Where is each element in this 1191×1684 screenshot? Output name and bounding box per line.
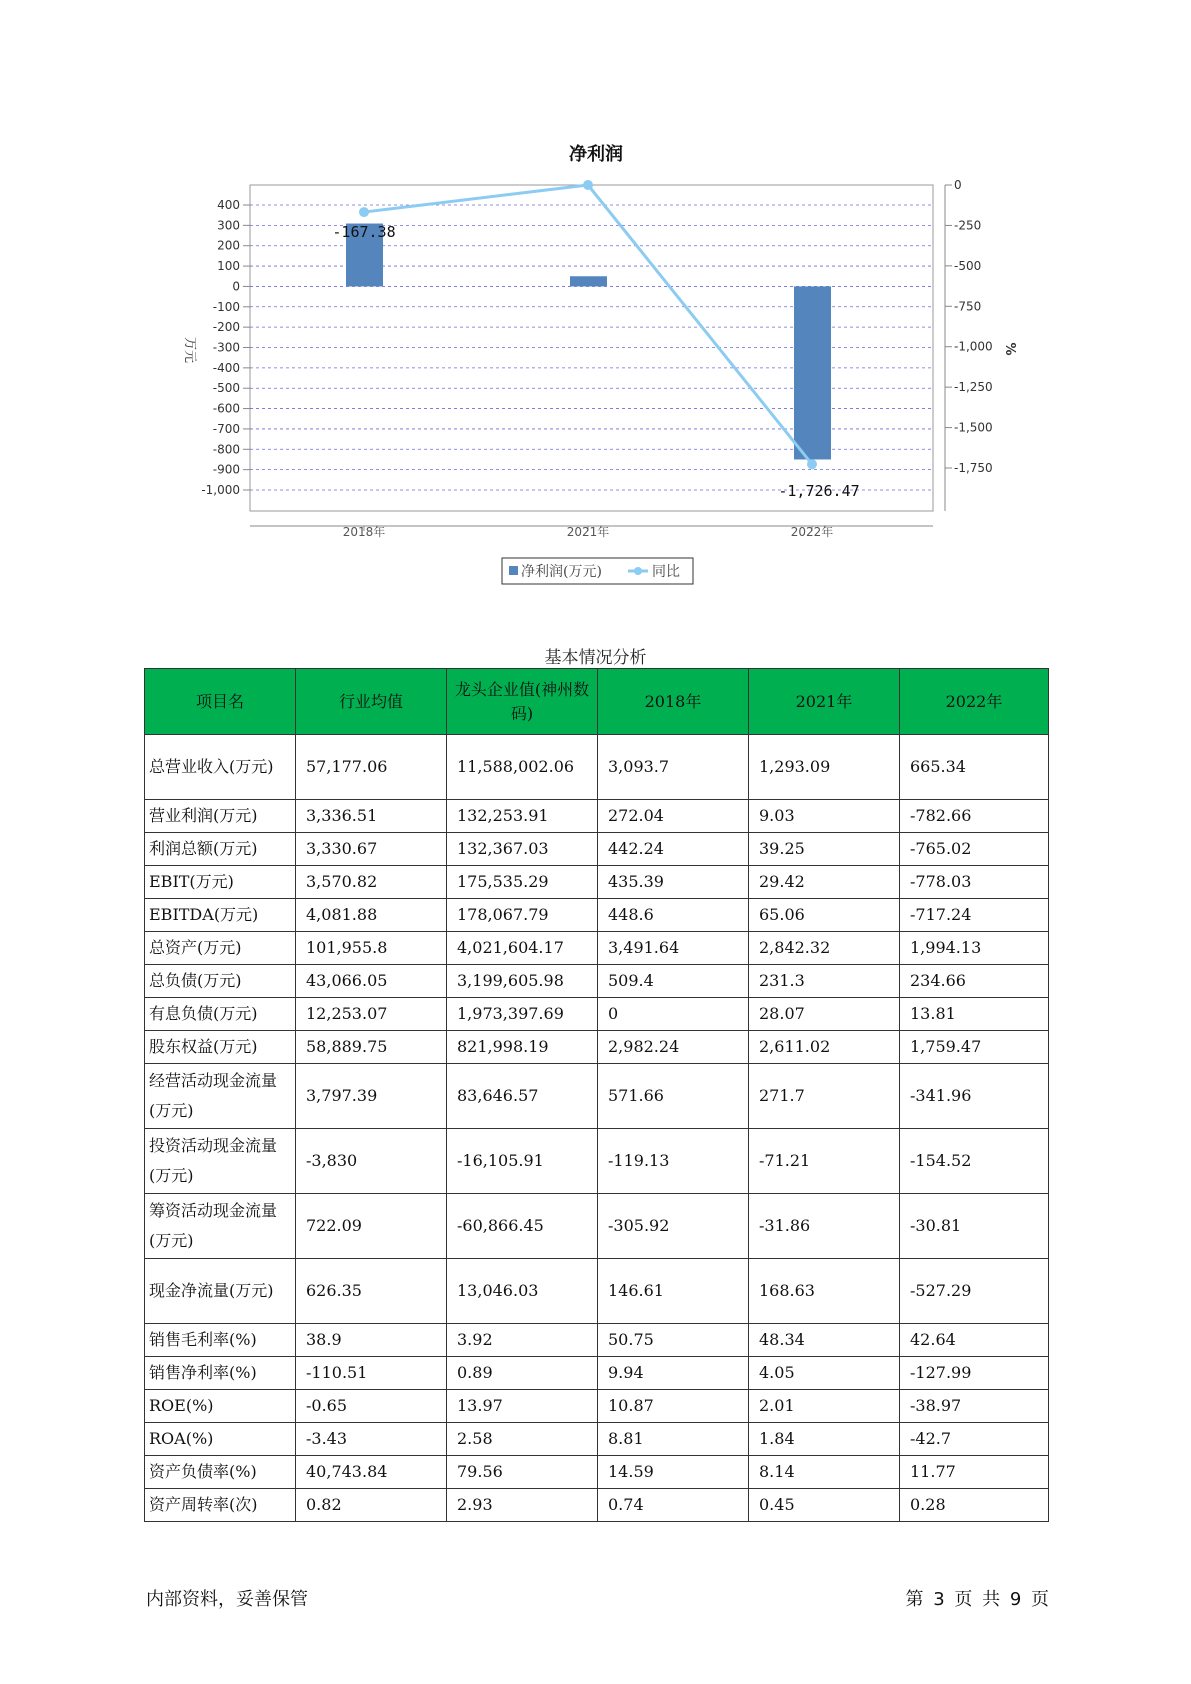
row-value: 2.58 — [447, 1423, 598, 1456]
row-value: 8.14 — [749, 1456, 900, 1489]
row-value: 271.7 — [749, 1064, 900, 1129]
net-profit-chart — [0, 0, 1191, 600]
row-value: 3,570.82 — [296, 866, 447, 899]
row-label: 现金净流量(万元) — [145, 1259, 296, 1324]
y2-axis-label: % — [1002, 342, 1017, 356]
table-row — [145, 1390, 1049, 1423]
x-tick-label: 2021年 — [566, 525, 610, 539]
row-value: 2.01 — [749, 1390, 900, 1423]
row-value: 1,994.13 — [900, 932, 1049, 965]
row-value: -717.24 — [900, 899, 1049, 932]
row-label: 经营活动现金流量(万元) — [145, 1064, 296, 1129]
row-value: 8.81 — [598, 1423, 749, 1456]
row-value: 626.35 — [296, 1259, 447, 1324]
row-value: 58,889.75 — [296, 1031, 447, 1064]
y2-tick-label: 0 — [954, 178, 962, 192]
row-value: -305.92 — [598, 1194, 749, 1259]
row-value: -3,830 — [296, 1129, 447, 1194]
y2-tick-label: -1,750 — [954, 461, 993, 475]
row-value: 3,330.67 — [296, 833, 447, 866]
analysis-table — [144, 668, 1049, 1522]
row-value: 3,093.7 — [598, 735, 749, 800]
row-value: 2,842.32 — [749, 932, 900, 965]
row-value: 13.81 — [900, 998, 1049, 1031]
table-row — [145, 1064, 1049, 1129]
row-value: 0.74 — [598, 1489, 749, 1522]
table-row — [145, 1456, 1049, 1489]
table-row — [145, 998, 1049, 1031]
row-value: -765.02 — [900, 833, 1049, 866]
table-row — [145, 1031, 1049, 1064]
row-label: 股东权益(万元) — [145, 1031, 296, 1064]
table-row — [145, 1489, 1049, 1522]
y-tick-label: -500 — [212, 381, 240, 396]
y-tick-label: -100 — [212, 299, 240, 314]
row-value: 509.4 — [598, 965, 749, 998]
row-value: 39.25 — [749, 833, 900, 866]
row-value: 146.61 — [598, 1259, 749, 1324]
row-value: -341.96 — [900, 1064, 1049, 1129]
header-cell: 项目名 — [145, 669, 296, 735]
y-tick-label: -700 — [212, 421, 240, 436]
row-value: 0.45 — [749, 1489, 900, 1522]
row-value: 2.93 — [447, 1489, 598, 1522]
annotation-2022: -1,726.47 — [778, 482, 860, 500]
legend-bar-label: 净利润(万元) — [521, 564, 602, 580]
row-value: 11,588,002.06 — [447, 735, 598, 800]
row-label: 营业利润(万元) — [145, 800, 296, 833]
row-value: 231.3 — [749, 965, 900, 998]
row-value: 12,253.07 — [296, 998, 447, 1031]
row-value: -127.99 — [900, 1357, 1049, 1390]
row-value: 83,646.57 — [447, 1064, 598, 1129]
row-value: -3.43 — [296, 1423, 447, 1456]
table-row — [145, 1129, 1049, 1194]
row-value: 132,367.03 — [447, 833, 598, 866]
row-value: 0.82 — [296, 1489, 447, 1522]
row-label: 资产负债率(%) — [145, 1456, 296, 1489]
row-value: 65.06 — [749, 899, 900, 932]
row-value: 40,743.84 — [296, 1456, 447, 1489]
row-label: 有息负债(万元) — [145, 998, 296, 1031]
y-tick-label: 0 — [232, 279, 240, 294]
row-value: 1,973,397.69 — [447, 998, 598, 1031]
table-row — [145, 1324, 1049, 1357]
row-value: -30.81 — [900, 1194, 1049, 1259]
yoy-point-2018年 — [359, 207, 369, 217]
y-axis-label: 万元 — [182, 336, 197, 364]
y2-tick-label: -1,250 — [954, 380, 993, 395]
table-row — [145, 1259, 1049, 1324]
row-value: -31.86 — [749, 1194, 900, 1259]
row-value: 3.92 — [447, 1324, 598, 1357]
y-tick-label: 300 — [217, 218, 240, 233]
yoy-point-2022年 — [807, 459, 817, 469]
row-label: ROE(%) — [145, 1390, 296, 1423]
row-value: 272.04 — [598, 800, 749, 833]
row-value: -38.97 — [900, 1390, 1049, 1423]
x-tick-label: 2018年 — [342, 525, 386, 539]
footer-page-number: 第 3 页 共 9 页 — [905, 1589, 1049, 1610]
y2-tick-label: -250 — [954, 218, 982, 233]
row-value: 442.24 — [598, 833, 749, 866]
bar-2022年 — [794, 286, 831, 459]
table-row — [145, 899, 1049, 932]
row-value: 13.97 — [447, 1390, 598, 1423]
table-row — [145, 833, 1049, 866]
row-label: EBITDA(万元) — [145, 899, 296, 932]
footer-confidential: 内部资料，妥善保管 — [146, 1589, 308, 1610]
row-value: 722.09 — [296, 1194, 447, 1259]
y-tick-label: -200 — [212, 320, 240, 335]
row-value: 50.75 — [598, 1324, 749, 1357]
row-value: 14.59 — [598, 1456, 749, 1489]
row-value: 821,998.19 — [447, 1031, 598, 1064]
y-tick-label: -300 — [212, 340, 240, 355]
table-row — [145, 1423, 1049, 1456]
row-label: 总负债(万元) — [145, 965, 296, 998]
row-value: 168.63 — [749, 1259, 900, 1324]
row-value: 0.28 — [900, 1489, 1049, 1522]
row-label: 销售净利率(%) — [145, 1357, 296, 1390]
row-value: 2,611.02 — [749, 1031, 900, 1064]
row-label: 总资产(万元) — [145, 932, 296, 965]
row-value: 3,336.51 — [296, 800, 447, 833]
row-value: -16,105.91 — [447, 1129, 598, 1194]
row-value: 132,253.91 — [447, 800, 598, 833]
row-value: 178,067.79 — [447, 899, 598, 932]
row-value: 38.9 — [296, 1324, 447, 1357]
y2-tick-label: -500 — [954, 258, 982, 273]
row-value: -60,866.45 — [447, 1194, 598, 1259]
row-value: -154.52 — [900, 1129, 1049, 1194]
legend — [502, 558, 693, 584]
row-value: -71.21 — [749, 1129, 900, 1194]
bar-2021年 — [570, 276, 607, 286]
row-label: 总营业收入(万元) — [145, 735, 296, 800]
row-label: EBIT(万元) — [145, 866, 296, 899]
y2-tick-label: -1,000 — [954, 339, 993, 354]
yoy-point-2021年 — [583, 180, 593, 190]
row-value: 4,021,604.17 — [447, 932, 598, 965]
header-cell: 2022年 — [900, 669, 1049, 735]
row-value: 1,759.47 — [900, 1031, 1049, 1064]
row-value: -782.66 — [900, 800, 1049, 833]
row-value: 1,293.09 — [749, 735, 900, 800]
row-value: 0 — [598, 998, 749, 1031]
row-value: 448.6 — [598, 899, 749, 932]
y-tick-label: -900 — [212, 462, 240, 477]
y2-tick-label: -1,500 — [954, 420, 993, 435]
row-label: 筹资活动现金流量(万元) — [145, 1194, 296, 1259]
legend-line-label: 同比 — [652, 564, 680, 580]
y-tick-label: -400 — [212, 360, 240, 375]
header-cell: 2018年 — [598, 669, 749, 735]
row-value: 101,955.8 — [296, 932, 447, 965]
table-row — [145, 965, 1049, 998]
row-value: 0.89 — [447, 1357, 598, 1390]
row-value: -0.65 — [296, 1390, 447, 1423]
row-value: -778.03 — [900, 866, 1049, 899]
row-value: -42.7 — [900, 1423, 1049, 1456]
table-row — [145, 1357, 1049, 1390]
row-value: 29.42 — [749, 866, 900, 899]
chart-title: 净利润 — [569, 144, 623, 165]
row-value: 10.87 — [598, 1390, 749, 1423]
table-header-row — [145, 669, 1049, 735]
row-value: 571.66 — [598, 1064, 749, 1129]
row-value: 13,046.03 — [447, 1259, 598, 1324]
table-row — [145, 866, 1049, 899]
row-value: 435.39 — [598, 866, 749, 899]
y-tick-label: -1,000 — [201, 483, 240, 497]
header-cell: 龙头企业值(神州数码) — [447, 669, 598, 735]
row-value: 234.66 — [900, 965, 1049, 998]
y2-tick-label: -750 — [954, 299, 982, 314]
row-label: 利润总额(万元) — [145, 833, 296, 866]
legend-bar-swatch — [509, 566, 518, 575]
table-body — [145, 735, 1049, 1522]
x-tick-label: 2022年 — [790, 525, 834, 539]
row-value: 1.84 — [749, 1423, 900, 1456]
row-value: 3,199,605.98 — [447, 965, 598, 998]
table-title: 基本情况分析 — [544, 648, 647, 668]
row-value: 3,797.39 — [296, 1064, 447, 1129]
table-row — [145, 1194, 1049, 1259]
row-value: 2,982.24 — [598, 1031, 749, 1064]
header-cell: 2021年 — [749, 669, 900, 735]
row-value: 11.77 — [900, 1456, 1049, 1489]
row-value: 9.03 — [749, 800, 900, 833]
row-value: 9.94 — [598, 1357, 749, 1390]
row-value: 57,177.06 — [296, 735, 447, 800]
row-label: ROA(%) — [145, 1423, 296, 1456]
legend-line-marker — [634, 567, 642, 575]
row-value: 43,066.05 — [296, 965, 447, 998]
left-axis-ticks — [201, 198, 250, 497]
row-label: 资产周转率(次) — [145, 1489, 296, 1522]
row-value: 42.64 — [900, 1324, 1049, 1357]
row-value: 28.07 — [749, 998, 900, 1031]
row-value: 4.05 — [749, 1357, 900, 1390]
row-value: 175,535.29 — [447, 866, 598, 899]
y-tick-label: 200 — [217, 238, 240, 253]
table-row — [145, 735, 1049, 800]
y-tick-label: -600 — [212, 401, 240, 416]
row-value: 3,491.64 — [598, 932, 749, 965]
row-value: 665.34 — [900, 735, 1049, 800]
y-tick-label: -800 — [212, 442, 240, 457]
right-axis-ticks — [945, 178, 993, 475]
y-tick-label: 100 — [217, 259, 240, 274]
header-cell: 行业均值 — [296, 669, 447, 735]
row-value: 48.34 — [749, 1324, 900, 1357]
y-tick-label: 400 — [217, 198, 240, 212]
row-label: 销售毛利率(%) — [145, 1324, 296, 1357]
table-row — [145, 800, 1049, 833]
row-value: -527.29 — [900, 1259, 1049, 1324]
row-value: -119.13 — [598, 1129, 749, 1194]
annotation-2018: -167.38 — [332, 223, 396, 241]
row-value: 79.56 — [447, 1456, 598, 1489]
row-label: 投资活动现金流量(万元) — [145, 1129, 296, 1194]
table-row — [145, 932, 1049, 965]
row-value: -110.51 — [296, 1357, 447, 1390]
row-value: 4,081.88 — [296, 899, 447, 932]
